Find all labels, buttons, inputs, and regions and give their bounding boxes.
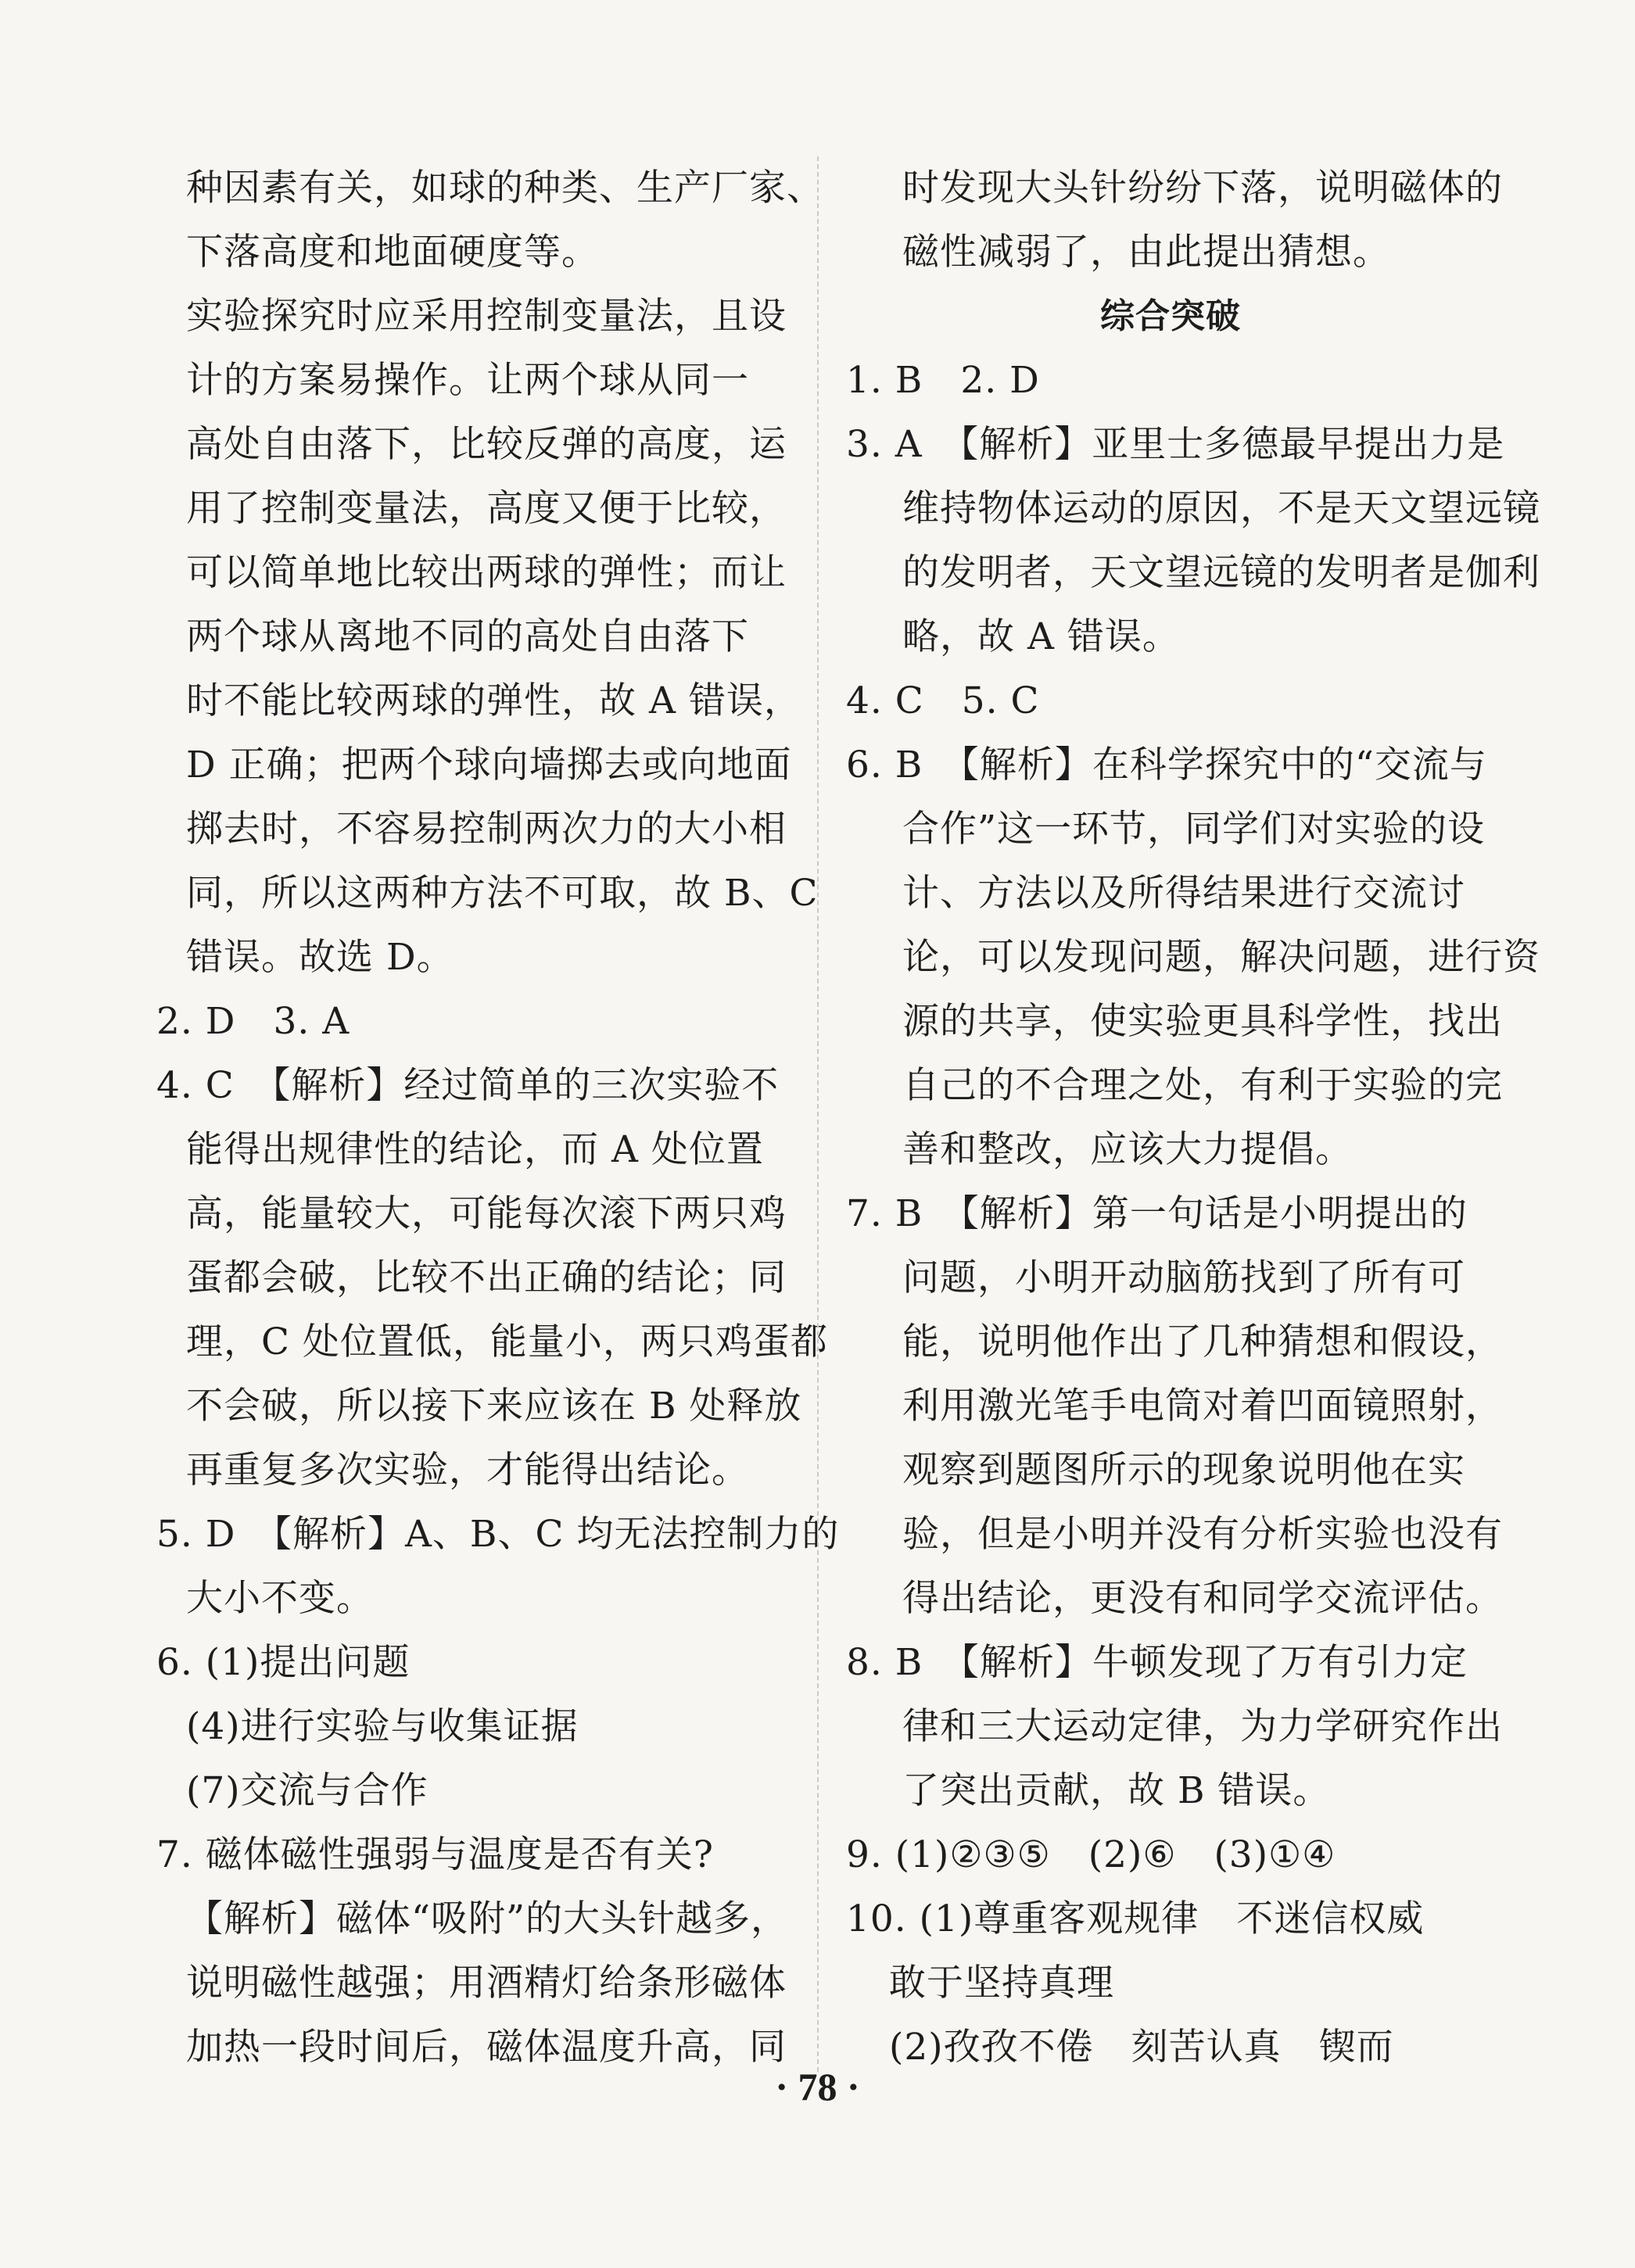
text-line: 6. B 【解析】在科学探究中的“交流与 (846, 743, 1487, 786)
text-line: 3. A 【解析】亚里士多德最早提出力是 (846, 423, 1505, 466)
text-line: 了突出贡献，故 B 错误。 (902, 1769, 1331, 1812)
text-line: 5. D 【解析】A、B、C 均无法控制力的 (156, 1513, 840, 1556)
text-line: 4. C 【解析】经过简单的三次实验不 (156, 1064, 780, 1107)
text-line: 1. B 2. D (846, 359, 1040, 402)
text-line: 观察到题图所示的现象说明他在实 (902, 1449, 1465, 1492)
text-line: 不会破，所以接下来应该在 B 处释放 (186, 1385, 802, 1428)
text-line: 时发现大头针纷纷下落，说明磁体的 (902, 167, 1503, 210)
text-line: 蛋都会破，比较不出正确的结论；同 (186, 1256, 787, 1299)
text-line: 论，可以发现问题，解决问题，进行资 (902, 936, 1540, 979)
text-line: (7)交流与合作 (186, 1769, 428, 1812)
text-line: 说明磁性越强；用酒精灯给条形磁体 (186, 1962, 787, 2005)
right-column (846, 156, 1540, 2080)
text-line: 6. (1)提出问题 (156, 1641, 411, 1684)
left-column (156, 156, 840, 2080)
text-line: 维持物体运动的原因，不是天文望远镜 (902, 487, 1540, 530)
text-line: 大小不变。 (186, 1577, 374, 1620)
text-line: 律和三大运动定律，为力学研究作出 (902, 1705, 1503, 1748)
text-line: 10. (1)尊重客观规律 不迷信权威 (846, 1897, 1425, 1940)
text-line: 高，能量较大，可能每次滚下两只鸡 (186, 1192, 787, 1235)
text-line: D 正确；把两个球向墙掷去或向地面 (186, 743, 792, 786)
text-line: 加热一段时间后，磁体温度升高，同 (186, 2026, 787, 2069)
text-line: 高处自由落下，比较反弹的高度，运 (186, 423, 787, 466)
text-line: 的发明者，天文望远镜的发明者是伽利 (902, 551, 1540, 594)
text-line: (4)进行实验与收集证据 (186, 1705, 579, 1748)
column-divider (817, 156, 819, 2072)
text-line: 9. (1)②③⑤ (2)⑥ (3)①④ (846, 1833, 1336, 1876)
text-line: 同，所以这两种方法不可取，故 B、C (186, 872, 819, 915)
text-line: 能，说明他作出了几种猜想和假设， (902, 1320, 1503, 1363)
text-line: 略，故 A 错误。 (902, 615, 1180, 658)
text-line: 用了控制变量法，高度又便于比较， (186, 487, 787, 530)
text-line: 下落高度和地面硬度等。 (186, 231, 599, 274)
text-line: 7. 磁体磁性强弱与温度是否有关? (156, 1833, 714, 1876)
text-line: 合作”这一环节，同学们对实验的设 (902, 808, 1486, 851)
text-line: 时不能比较两球的弹性，故 A 错误， (186, 679, 801, 722)
text-line: 8. B 【解析】牛顿发现了万有引力定 (846, 1641, 1468, 1684)
text-line: 种因素有关，如球的种类、生产厂家、 (186, 167, 824, 210)
text-line: 计的方案易操作。让两个球从同一 (186, 359, 749, 402)
text-line: 实验探究时应采用控制变量法，且设 (186, 295, 787, 338)
text-line: 两个球从离地不同的高处自由落下 (186, 615, 749, 658)
text-line: 可以简单地比较出两球的弹性；而让 (186, 551, 787, 594)
text-line: 计、方法以及所得结果进行交流讨 (902, 872, 1465, 915)
text-line: 能得出规律性的结论，而 A 处位置 (186, 1128, 764, 1171)
text-line: 再重复多次实验，才能得出结论。 (186, 1449, 749, 1492)
text-line: 问题，小明开动脑筋找到了所有可 (902, 1256, 1465, 1299)
page-number: · 78 · (775, 2065, 860, 2109)
text-line: 错误。故选 D。 (186, 936, 454, 979)
section-heading: 综合突破 (1100, 296, 1241, 336)
text-line: 7. B 【解析】第一句话是小明提出的 (846, 1192, 1468, 1235)
text-line: 源的共享，使实验更具科学性，找出 (902, 1000, 1503, 1043)
text-line: (2)孜孜不倦 刻苦认真 锲而 (889, 2026, 1394, 2069)
text-line: 磁性减弱了，由此提出猜想。 (902, 231, 1390, 274)
text-line: 自己的不合理之处，有利于实验的完 (902, 1064, 1503, 1107)
text-line: 验，但是小明并没有分析实验也没有 (902, 1513, 1503, 1556)
text-line: 掷去时，不容易控制两次力的大小相 (186, 808, 787, 851)
text-line: 2. D 3. A (156, 1000, 350, 1043)
text-line: 善和整改，应该大力提倡。 (902, 1128, 1353, 1171)
text-line: 4. C 5. C (846, 679, 1040, 722)
text-line: 得出结论，更没有和同学交流评估。 (902, 1577, 1503, 1620)
text-line: 敢于坚持真理 (889, 1962, 1114, 2005)
text-line: 理，C 处位置低，能量小，两只鸡蛋都 (186, 1320, 828, 1363)
text-line: 【解析】磁体“吸附”的大头针越多， (186, 1897, 789, 1940)
text-line: 利用激光笔手电筒对着凹面镜照射， (902, 1385, 1503, 1428)
